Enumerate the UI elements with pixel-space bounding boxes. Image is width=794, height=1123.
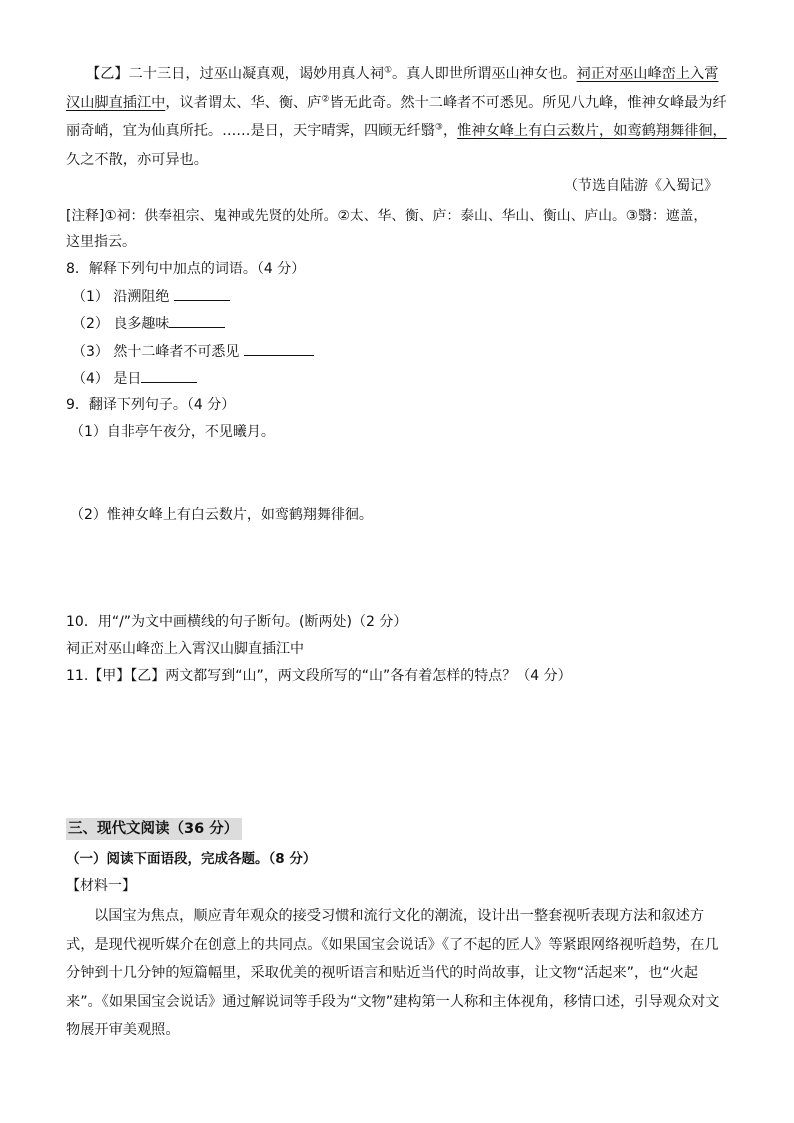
q9-sentence-1: （1）自非亭午夜分，不见曦月。 bbox=[70, 424, 275, 440]
q10-sentence: 祠正对巫山峰峦上入霄汉山脚直插江中 bbox=[66, 641, 304, 657]
subsection-heading: （一）阅读下面语段，完成各题。（8 分） bbox=[66, 851, 317, 867]
q8-item-4: （4） 是日 bbox=[72, 368, 197, 389]
material-label: 【材料一】 bbox=[66, 878, 136, 894]
passage-tag: 【乙】 bbox=[86, 66, 129, 82]
underlined-sentence: 祠正对巫山峰峦上入霄 bbox=[576, 66, 719, 82]
q8-item-1: （1） 沿溯阻绝 bbox=[72, 286, 230, 307]
underlined-sentence: 惟神女峰上有白云数片，如鸾鹤翔舞徘徊， bbox=[457, 123, 727, 139]
underlined-sentence: 汉山脚直插江中 bbox=[66, 94, 166, 111]
source-citation: （节选自陆游《入蜀记》 bbox=[564, 178, 718, 194]
passage-yi: 【乙】二十三日，过巫山凝真观，谒妙用真人祠①。真人即世所谓巫山神女也。祠正对巫山峰峦上入霄 汉山脚直插江中，议者谓太、华、衡、庐②皆无此奇。然十二峰者不可悉见。所见八九峰，惟神女峰最为纤 丽奇峭，宜为仙真所托。……是日，天宇晴霁，四顾无纤翳③，惟神女峰上有白云数片，如鸾鹤翔舞徘徊， 久之不散，亦可异也。 bbox=[66, 65, 727, 168]
material-paragraph: 以国宝为焦点，顺应青年观众的接受习惯和流行文化的潮流，设计出一整套视听表现方法和叙述方式，是现代视听媒介在创意上的共同点。《如果国宝会说话》《了不起的匠人》等紧跟网络视听趋势，在几分钟到十几分钟的短篇幅里，采取优美的视听语言和贴近当代的时尚故事，让文物“活起来”，也“火起来”。《如果国宝会说话》通过解说词等手段为“文物”建构第一人称和主体视角，移情口述，引导观众对文物展开审美观照。 bbox=[66, 908, 720, 1038]
question-8-title: 8．解释下列句中加点的词语。（4 分） bbox=[66, 261, 306, 277]
q8-item-3: （3） 然十二峰者不可悉见 bbox=[72, 341, 314, 362]
footnote-marker: ② bbox=[321, 93, 330, 104]
footnote-marker: ③ bbox=[434, 122, 443, 133]
section-heading: 三、现代文阅读（36 分） bbox=[66, 818, 242, 840]
answer-blank[interactable] bbox=[169, 313, 225, 328]
notes-line-2: 这里指云。 bbox=[66, 234, 136, 250]
question-11-title: 11.【甲】【乙】两文都写到“山”，两文段所写的“山”各有着怎样的特点？（4 分） bbox=[66, 668, 572, 684]
answer-blank[interactable] bbox=[141, 368, 197, 383]
notes-line-1: [注释]①祠：供奉祖宗、鬼神或先贤的处所。②太、华、衡、庐：泰山、华山、衡山、庐山。③翳：遮盖， bbox=[66, 208, 708, 224]
answer-blank[interactable] bbox=[244, 341, 314, 356]
question-9-title: 9．翻译下列句子。（4 分） bbox=[66, 397, 236, 413]
q9-sentence-2: （2）惟神女峰上有白云数片，如鸾鹤翔舞徘徊。 bbox=[70, 507, 373, 523]
footnote-marker: ① bbox=[383, 65, 393, 76]
answer-blank[interactable] bbox=[174, 286, 230, 301]
q8-item-2: （2） 良多趣味 bbox=[72, 313, 225, 334]
question-10-title: 10．用“/”为文中画横线的句子断句。(断两处)（2 分） bbox=[66, 614, 408, 630]
